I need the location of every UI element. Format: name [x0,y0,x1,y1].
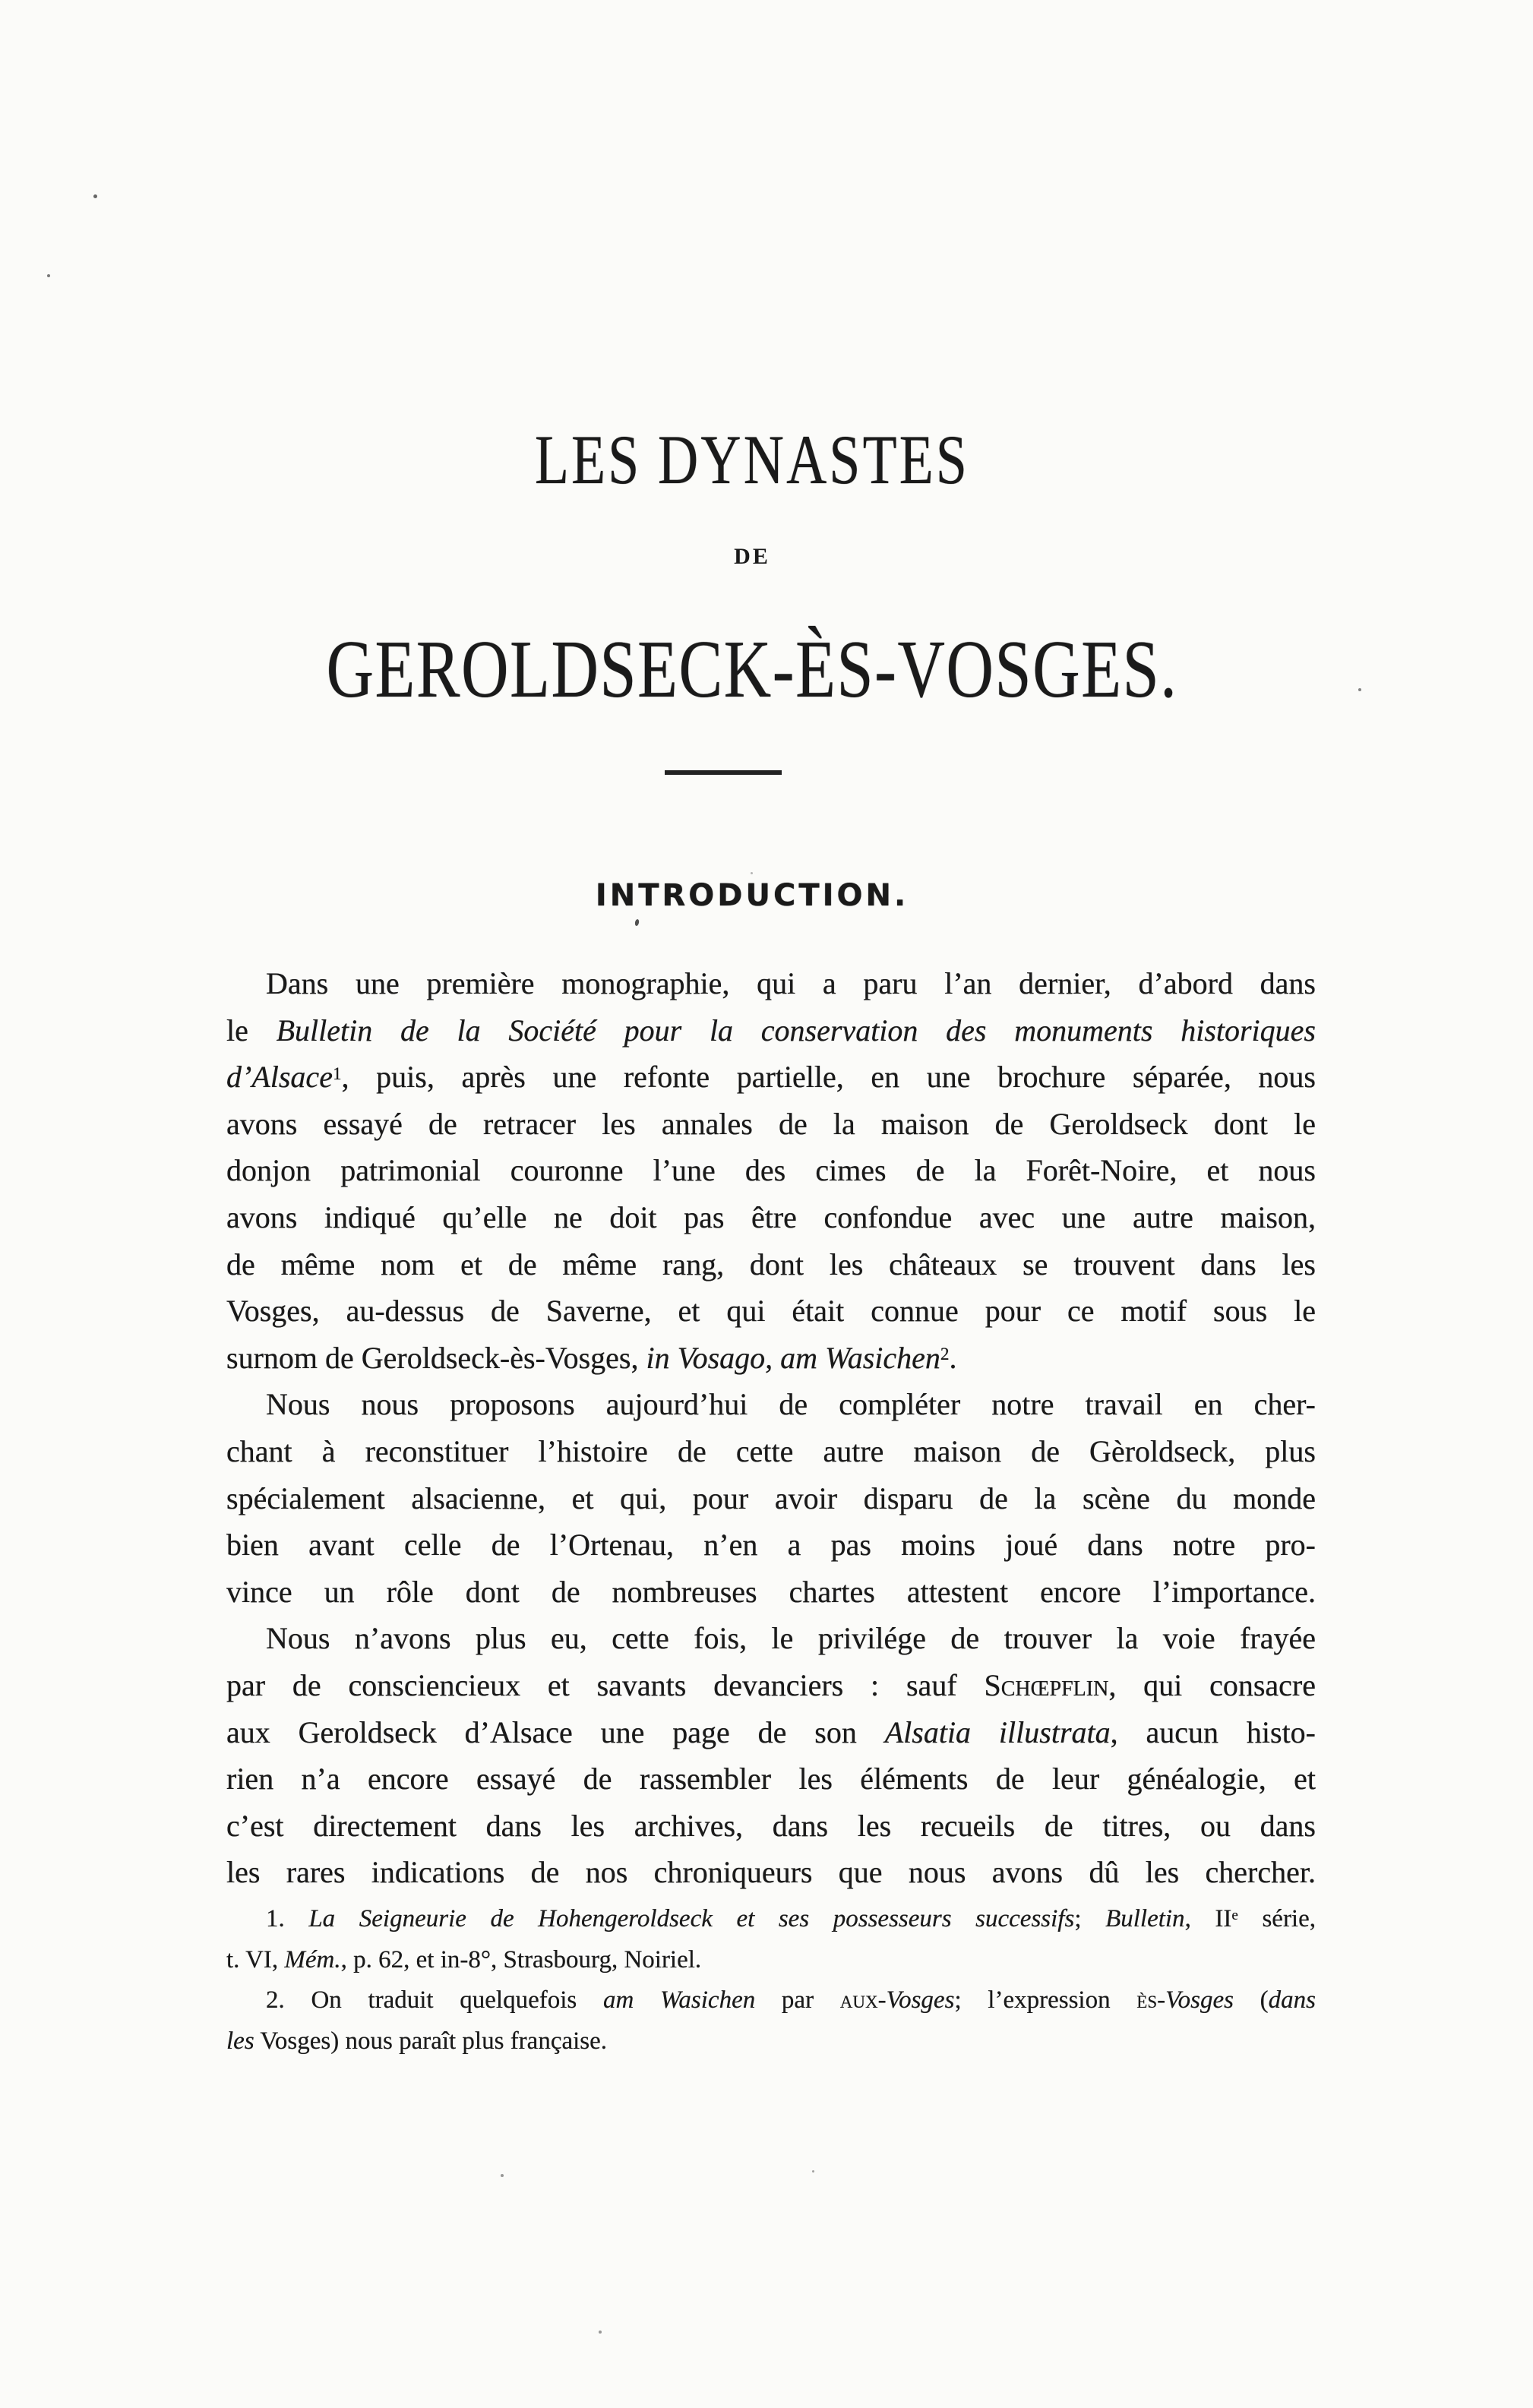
text-line: vince un rôle dont de nombreuses chartes attestent encore l’importance. [226,1574,1316,1609]
page-subtitle: GEROLDSECK-ÈS-VOSGES. [326,624,1178,715]
scan-speck [812,2170,814,2173]
text-line: chant à reconstituer l’histoire de cette autre maison de Gèroldseck, plus [226,1433,1316,1468]
footnotes [226,1899,1316,2062]
paragraph [226,960,1316,1381]
text-line: Nous nous proposons aujourd’hui de compléter notre travail en cher- [266,1387,1316,1422]
text-line: les rares indications de nos chroniqueurs que nous avons dû les chercher. [226,1855,1316,1890]
text-line: donjon patrimonial couronne l’une des cimes de la Forêt-Noire, et nous [226,1153,1316,1188]
paragraph [226,1615,1316,1896]
text-line: par de consciencieux et savants devanciers : sauf Schœpflin, qui consacre [226,1667,1316,1702]
text-line: avons indiqué qu’elle ne doit pas être confondue avec une autre maison, [226,1199,1316,1234]
text-line: surnom de Geroldseck-ès-Vosges, in Vosago, am Wasichen$^2$. [226,1340,957,1375]
footnote [226,1980,1316,2062]
text-line: Vosges, au-dessus de Saverne, et qui était connue pour ce motif sous le [226,1294,1316,1329]
text-line: t. VI, Mém., p. 62, et in-8°, Strasbourg, Noiriel. [226,1945,702,1973]
scan-speck [751,872,753,874]
text-line: d’Alsace$^1$, puis, après une refonte partielle, en une brochure séparée, nous [226,1060,1316,1095]
scan-speck [599,2331,602,2334]
text-line: le Bulletin de la Société pour la conservation des monuments historiques [226,1013,1316,1048]
divider-rule [665,770,782,775]
section-heading: INTRODUCTION. [595,878,909,913]
text-line: de même nom et de même rang, dont les châteaux se trouvent dans les [226,1247,1316,1281]
paragraph [226,1381,1316,1615]
text-line: spécialement alsacienne, et qui, pour avoir disparu de la scène du monde [226,1481,1316,1515]
footnote [226,1899,1316,1980]
text-line: Nous n’avons plus eu, cette fois, le privilége de trouver la voie frayée [266,1621,1316,1656]
text-line: c’est directement dans les archives, dans les recueils de titres, ou dans [226,1808,1316,1843]
scan-speck [93,194,97,198]
scan-speck [47,274,50,277]
text-line: aux Geroldseck d’Alsace une page de son Alsatia illustrata, aucun histo- [226,1714,1316,1749]
text-line: bien avant celle de l’Ortenau, n’en a pas moins joué dans notre pro- [226,1528,1316,1563]
title-connector: DE [734,544,770,569]
text-line: rien n’a encore essayé de rassembler les éléments de leur généalogie, et [226,1762,1316,1797]
text-line: 2. On traduit quelquefois am Wasichen par aux-Vosges; l’expression ès-Vosges (dans [266,1986,1316,2014]
page-title: LES DYNASTES [534,421,970,498]
scan-speck [634,919,640,927]
text-line: les Vosges) nous paraît plus française. [226,2027,608,2055]
text-line: 1. La Seigneurie de Hohengeroldseck et ses possesseurs successifs; Bulletin, IIe série, [266,1905,1316,1932]
scan-speck [501,2174,504,2177]
body-text [226,960,1316,1896]
text-line: Dans une première monographie, qui a paru l’an dernier, d’abord dans [266,966,1316,1000]
text-line: avons essayé de retracer les annales de la maison de Geroldseck dont le [226,1106,1316,1141]
scan-speck [1358,688,1361,691]
